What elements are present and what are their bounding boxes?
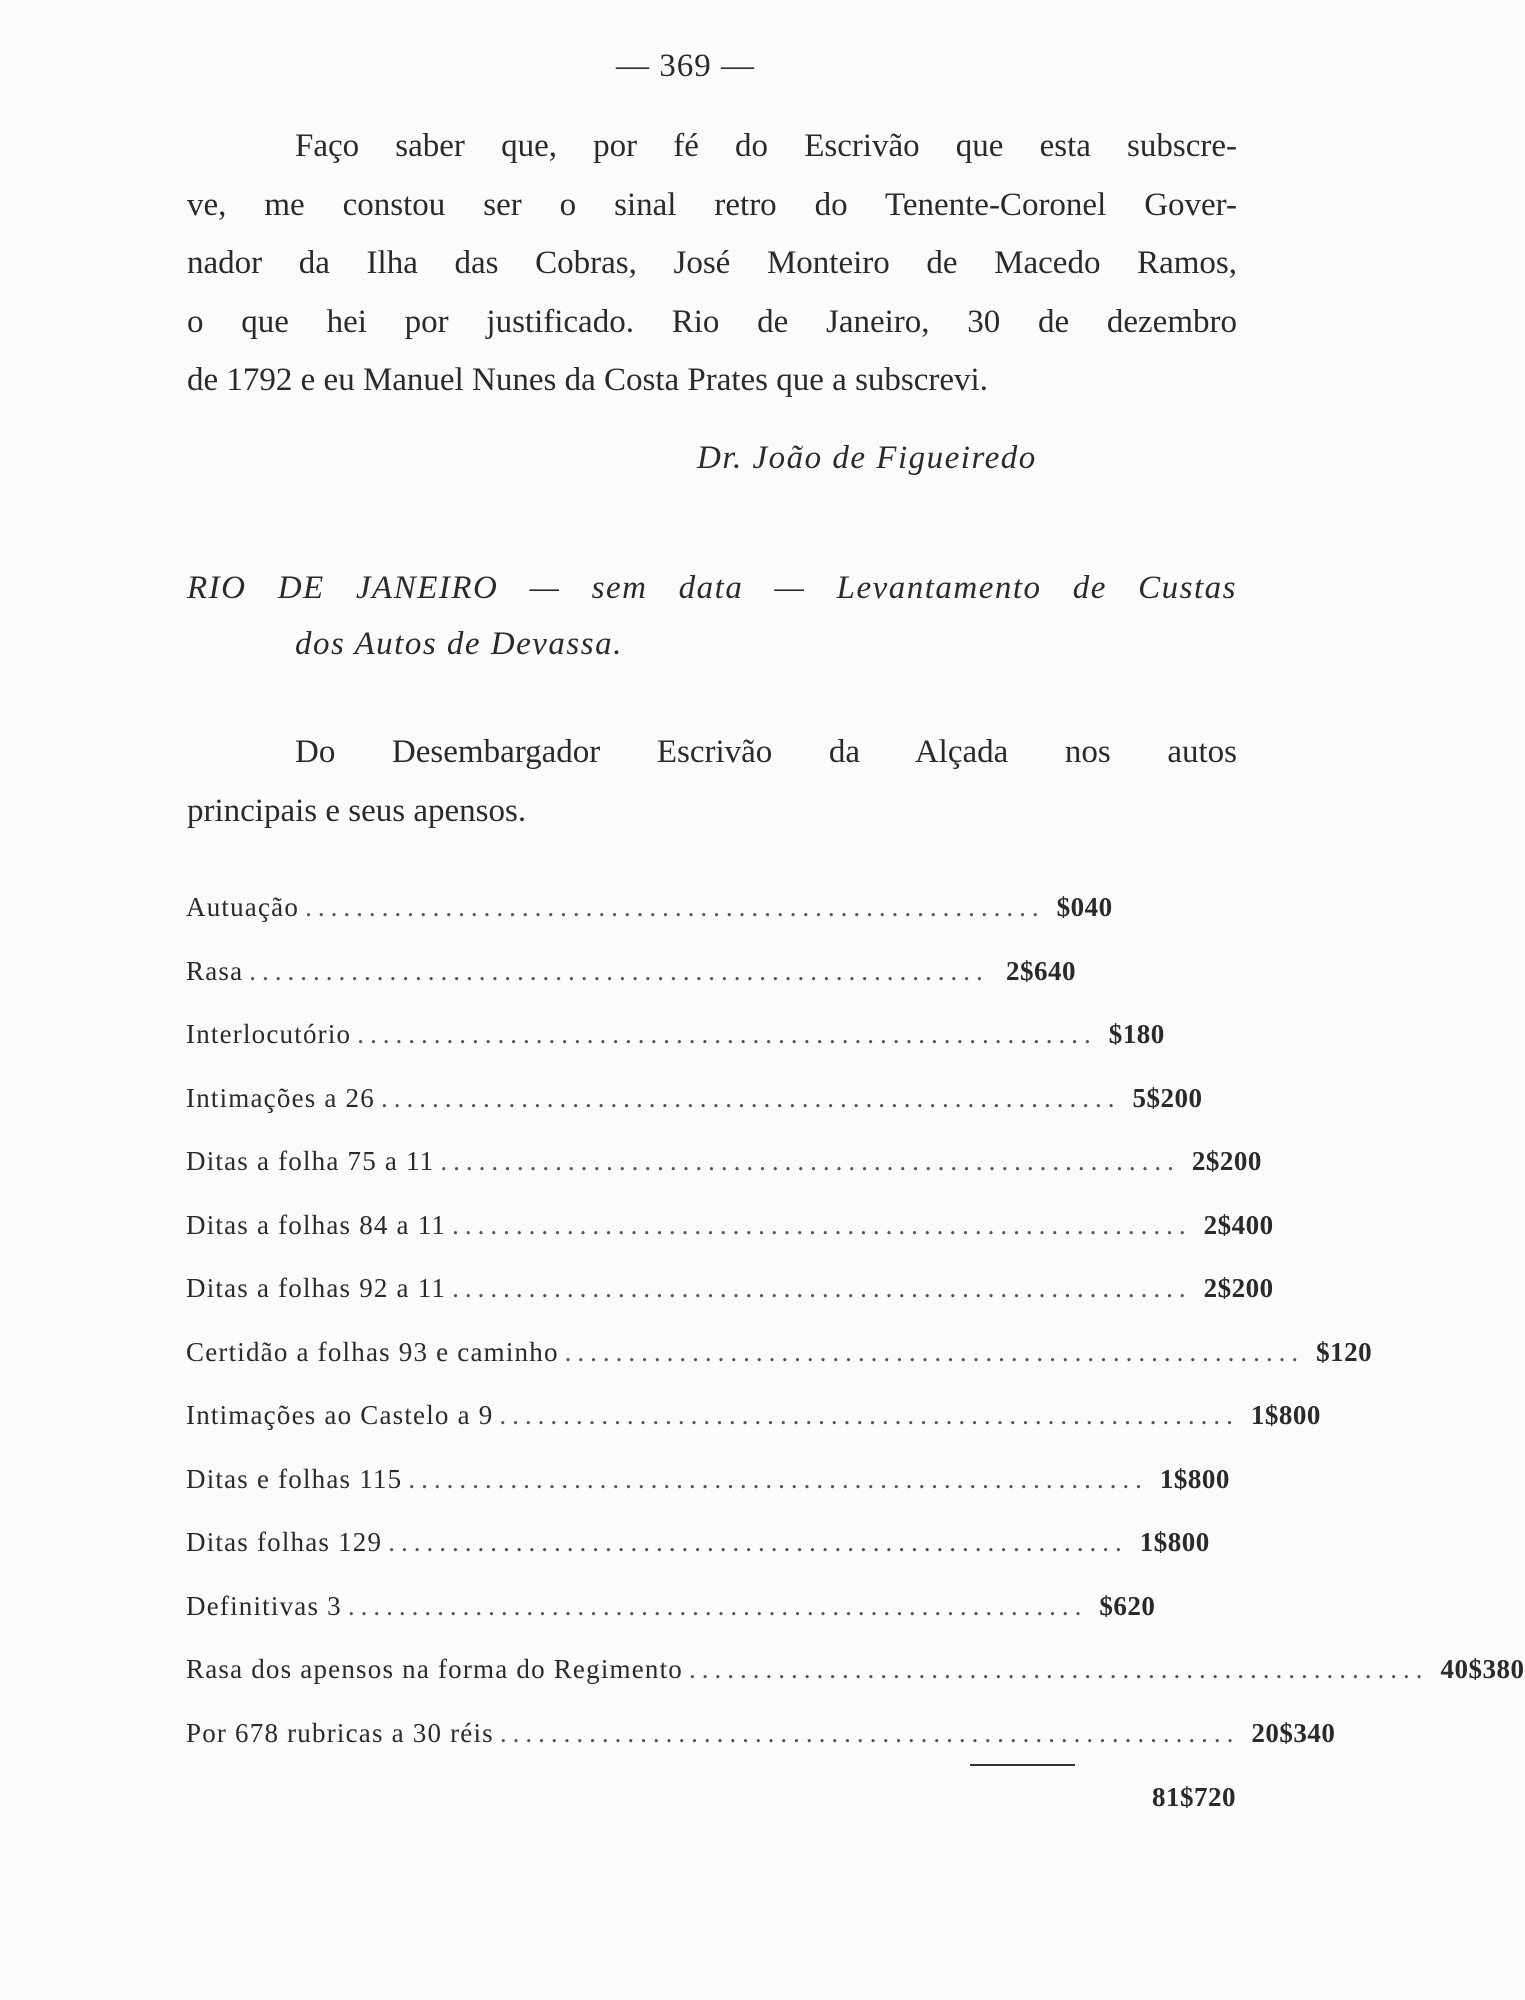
ledger-item: Ditas e folhas 115 <box>186 1463 403 1494</box>
ledger-row <box>186 1067 1203 1131</box>
ledger-row <box>186 1130 1262 1194</box>
ledger-total: 81$720 <box>1152 1782 1236 1812</box>
ledger-value: $620 <box>1099 1590 1156 1621</box>
dot-leader: .......................................................... <box>408 1463 1148 1494</box>
dot-leader: .......................................................... <box>564 1336 1305 1367</box>
ledger-item: Rasa <box>186 955 244 986</box>
dot-leader: .......................................................... <box>305 892 1045 923</box>
dot-leader: .......................................................... <box>499 1400 1239 1431</box>
ledger-item: Por 678 rubricas a 30 réis <box>186 1717 494 1748</box>
paragraph-intro <box>187 723 1237 840</box>
paragraph-declaration <box>187 117 1237 410</box>
ledger-value: 1$800 <box>1139 1527 1210 1558</box>
ledger-row <box>186 1003 1165 1067</box>
paragraph-line: de 1792 e eu Manuel Nunes da Costa Prates que a subscrevi. <box>187 362 988 398</box>
dot-leader: .......................................................... <box>249 955 989 986</box>
ledger-row <box>186 1321 1373 1385</box>
ledger-item: Definitivas 3 <box>186 1590 342 1621</box>
ledger-row <box>186 1257 1274 1321</box>
ledger-row <box>186 940 1076 1004</box>
ledger-item: Intimações ao Castelo a 9 <box>186 1400 494 1431</box>
page-number: — 369 — <box>616 48 755 84</box>
dot-leader: .......................................................... <box>357 1019 1097 1050</box>
paragraph-line: ve, me constou ser o sinal retro do Tenente-Coronel Gover- <box>187 186 1237 223</box>
sum-rule <box>970 1764 1075 1766</box>
ledger-value: 20$340 <box>1251 1717 1336 1748</box>
paragraph-line: principais e seus apensos. <box>187 792 527 829</box>
ledger-value: 5$200 <box>1132 1082 1203 1113</box>
cost-ledger <box>186 876 1525 1765</box>
ledger-item: Ditas a folhas 84 a 11 <box>186 1209 447 1240</box>
paragraph-line: Do Desembargador Escrivão da Alçada nos autos <box>295 734 1237 770</box>
paragraph-line: Faço saber que, por fé do Escrivão que esta subscre- <box>295 128 1237 164</box>
ledger-item: Rasa dos apensos na forma do Regimento <box>186 1654 684 1685</box>
ledger-value: 2$200 <box>1203 1273 1274 1304</box>
heading-line: RIO DE JANEIRO — sem data — Levantamento de Custas <box>187 570 1237 606</box>
ledger-value: 1$800 <box>1250 1400 1321 1431</box>
ledger-row <box>186 876 1113 940</box>
signature: Dr. João de Figueiredo <box>697 440 1037 476</box>
ledger-row <box>186 1511 1210 1575</box>
ledger-value: 2$200 <box>1191 1146 1262 1177</box>
ledger-row <box>186 1575 1156 1639</box>
dot-leader: .......................................................... <box>452 1209 1192 1240</box>
ledger-value: 2$400 <box>1203 1209 1274 1240</box>
ledger-row <box>186 1448 1230 1512</box>
ledger-row <box>186 1638 1525 1702</box>
ledger-value: 2$640 <box>1006 955 1076 986</box>
ledger-item: Interlocutório <box>186 1019 352 1050</box>
ledger-row <box>186 1194 1274 1258</box>
ledger-item: Ditas a folhas 92 a 11 <box>186 1273 447 1304</box>
ledger-item: Ditas folhas 129 <box>186 1527 383 1558</box>
dot-leader: .......................................................... <box>440 1146 1180 1177</box>
ledger-item: Certidão a folhas 93 e caminho <box>186 1336 559 1367</box>
ledger-row <box>186 1702 1336 1766</box>
ledger-item: Ditas a folha 75 a 11 <box>186 1146 435 1177</box>
ledger-item: Autuação <box>186 892 300 923</box>
dot-leader: .......................................................... <box>380 1082 1121 1113</box>
dot-leader: .......................................................... <box>347 1590 1088 1621</box>
section-heading <box>187 560 1237 672</box>
ledger-item: Intimações a 26 <box>186 1082 375 1113</box>
ledger-value: 1$800 <box>1159 1463 1230 1494</box>
paragraph-line: o que hei por justificado. Rio de Janeiro, 30 de dezembro <box>187 303 1237 340</box>
dot-leader: .......................................................... <box>452 1273 1192 1304</box>
heading-line: dos Autos de Devassa. <box>295 626 623 662</box>
ledger-value: $180 <box>1108 1019 1165 1050</box>
paragraph-line: nador da Ilha das Cobras, José Monteiro de Macedo Ramos, <box>187 245 1237 281</box>
ledger-value: $040 <box>1056 892 1113 923</box>
ledger-value: 40$380 <box>1440 1654 1525 1685</box>
ledger-row <box>186 1384 1321 1448</box>
dot-leader: .......................................................... <box>388 1527 1128 1558</box>
dot-leader: .......................................................... <box>689 1654 1429 1685</box>
dot-leader: .......................................................... <box>499 1717 1240 1748</box>
ledger-value: $120 <box>1316 1336 1373 1367</box>
